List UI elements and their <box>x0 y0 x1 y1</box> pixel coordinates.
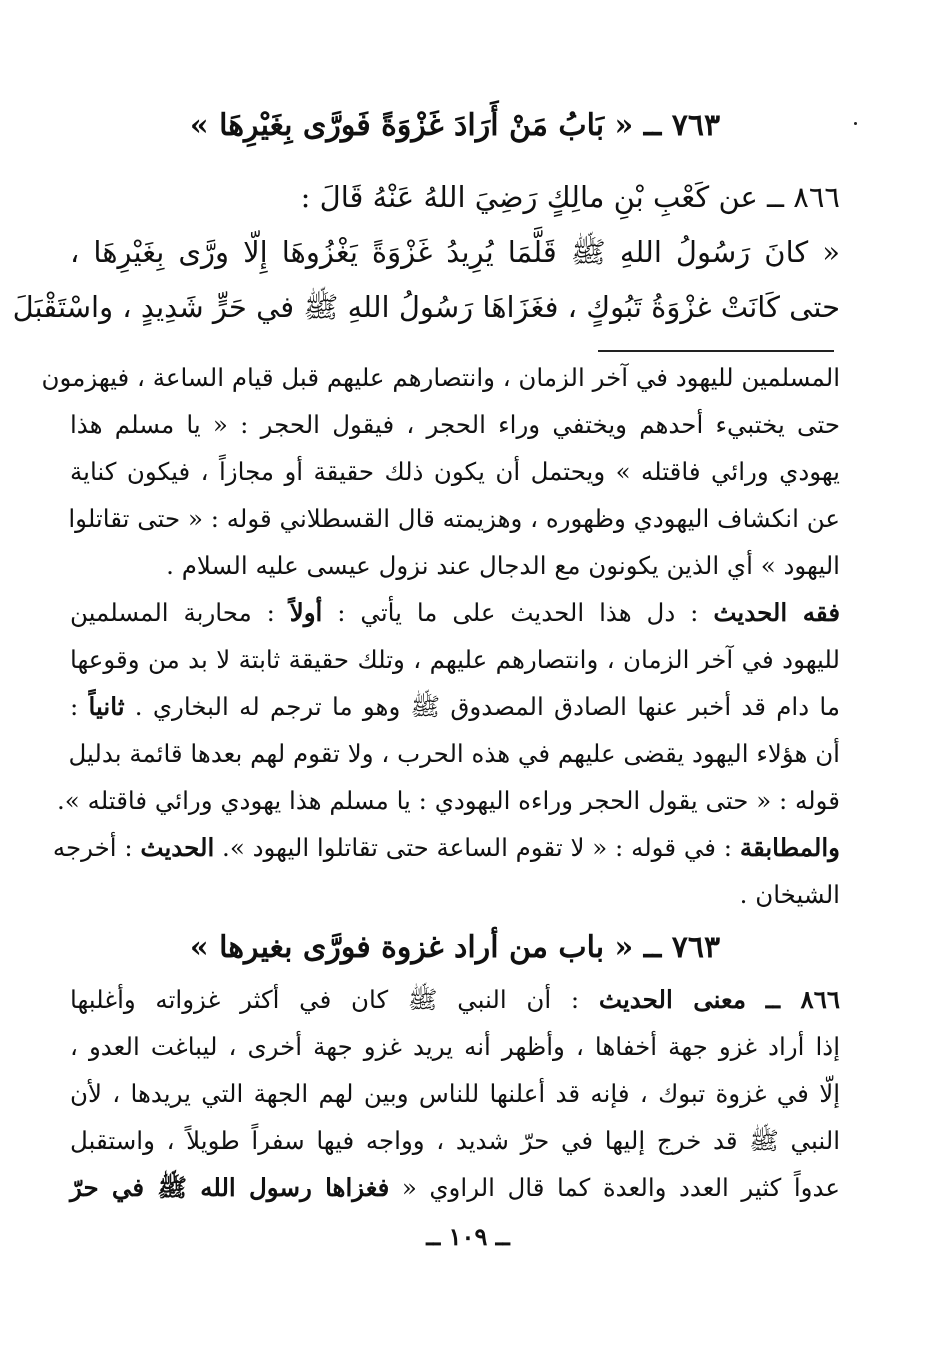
fiqh-line-1-text: : دل هذا الحديث على ما يأتي : <box>337 598 699 627</box>
fiqh-label: فقه الحديث <box>713 598 841 627</box>
meaning-line-4: النبي ﷺ قد خرج إليها في حرّ شديد ، وواجه فيها سفراً طويلاً ، واستقبل <box>70 1126 840 1155</box>
commentary-line-1: المسلمين لليهود في آخر الزمان ، وانتصارهم عليهم قبل قيام الساعة ، فيهزمون <box>41 363 840 392</box>
meaning-line-5 <box>70 1173 840 1202</box>
fiqh-line-1 <box>70 598 840 627</box>
meaning-line-5-text: عدواً كثير العدد والعدة كما قال الراوي « <box>401 1173 840 1202</box>
mutabaqa-label: والمطابقة <box>739 833 840 862</box>
fiqh-line-7: الشيخان . <box>739 880 840 909</box>
hadith-line-3: حتى كَانَتْ غزْوَةُ تَبُوكٍ ، فغَزَاهَا رَسُولُ اللهِ ﷺ في حَرٍّ شَدِيدٍ ، واسْتَقْبَلَ <box>12 290 840 324</box>
fiqh-line-2: لليهود في آخر الزمان ، وانتصارهم عليهم ، وتلك حقيقة ثابتة لا بد من وقوعها <box>70 645 840 674</box>
meaning-line-5-quote: فغزاها رسول الله ﷺ في حرّ <box>70 1173 390 1202</box>
meaning-line-1-text: : أن النبي ﷺ كان في أكثر غزواته وأغلبها <box>70 985 580 1014</box>
meaning-label: معنى الحديث <box>598 985 746 1014</box>
commentary-line-2: حتى يختبيء أحدهم ويختفي وراء الحجر ، فيقول الحجر : « يا مسلم هذا <box>70 410 840 439</box>
fiqh-line-1-end: : محاربة المسلمين <box>70 598 275 627</box>
page-number: ــ ١٠٩ ــ <box>426 1222 510 1251</box>
fiqh-line-4: أن هؤلاء اليهود يقضى عليهم في هذه الحرب ، ولا تقوم لهم بعدها قائمة بدليل <box>68 739 840 768</box>
fiqh-line-3-text: ما دام قد أخبر عنها الصادق المصدوق ﷺ وهو ما ترجم له البخاري . <box>134 692 840 721</box>
first-label: أولاً <box>289 598 323 627</box>
chapter-heading-bottom: ٧٦٣ ــ « باب من أراد غزوة فورَّى بغيرها » <box>189 930 721 965</box>
fiqh-line-5: قوله : « حتى يقول الحجر وراءه اليهودي : يا مسلم هذا يهودي ورائي فاقتله ». <box>57 786 840 815</box>
fiqh-line-3 <box>70 692 840 721</box>
fiqh-line-6 <box>52 833 840 862</box>
fiqh-line-3-end: : <box>70 692 79 721</box>
fiqh-line-6-end: : أخرجه <box>52 833 133 862</box>
chapter-heading-top: ٧٦٣ ــ « بَابُ مَنْ أَرَادَ غَزْوَةً فَورَّى بِغَيْرِهَا » <box>189 108 721 143</box>
meaning-line-2: إذا أراد غزو جهة أخفاها ، وأظهر أنه يريد غزو جهة أخرى ، ليباغت العدو ، <box>70 1032 840 1061</box>
commentary-line-5: اليهود » أي الذين يكونون مع الدجال عند نزول عيسى عليه السلام . <box>166 551 840 580</box>
footnote-divider <box>598 350 834 352</box>
fiqh-line-6-text: : في قوله : « لا تقوم الساعة حتى تقاتلوا اليهود ». <box>222 833 733 862</box>
hadith-line-2: « كانَ رَسُولُ اللهِ ﷺ قَلَّمَا يُرِيدُ غَزْوَةً يَغْزُوهَا إِلّا ورَّى بِغَيْرِهَا ، <box>70 235 840 269</box>
hadith-number: ٨٦٦ ــ <box>765 985 841 1014</box>
commentary-line-4: عن انكشاف اليهودي وظهوره ، وهزيمته قال القسطلاني قوله : « حتى تقاتلوا <box>68 504 840 533</box>
meaning-line-3: إلّا في غزوة تبوك ، فإنه قد أعلنها للناس وبين لهم الجهة التي يريدها ، لأن <box>70 1079 840 1108</box>
meaning-line-1 <box>70 985 840 1014</box>
hadith-label: الحديث <box>140 833 215 862</box>
commentary-line-3: يهودي ورائي فاقتله » ويحتمل أن يكون ذلك حقيقة أو مجازاً ، فيكون كناية <box>70 457 840 486</box>
second-label: ثانياً <box>88 692 125 721</box>
hadith-line-1: ٨٦٦ ــ عن كَعْبِ بْنِ مالِكٍ رَضِيَ اللهُ عَنْهُ قَالَ : <box>300 180 840 214</box>
ink-dot <box>854 122 857 125</box>
